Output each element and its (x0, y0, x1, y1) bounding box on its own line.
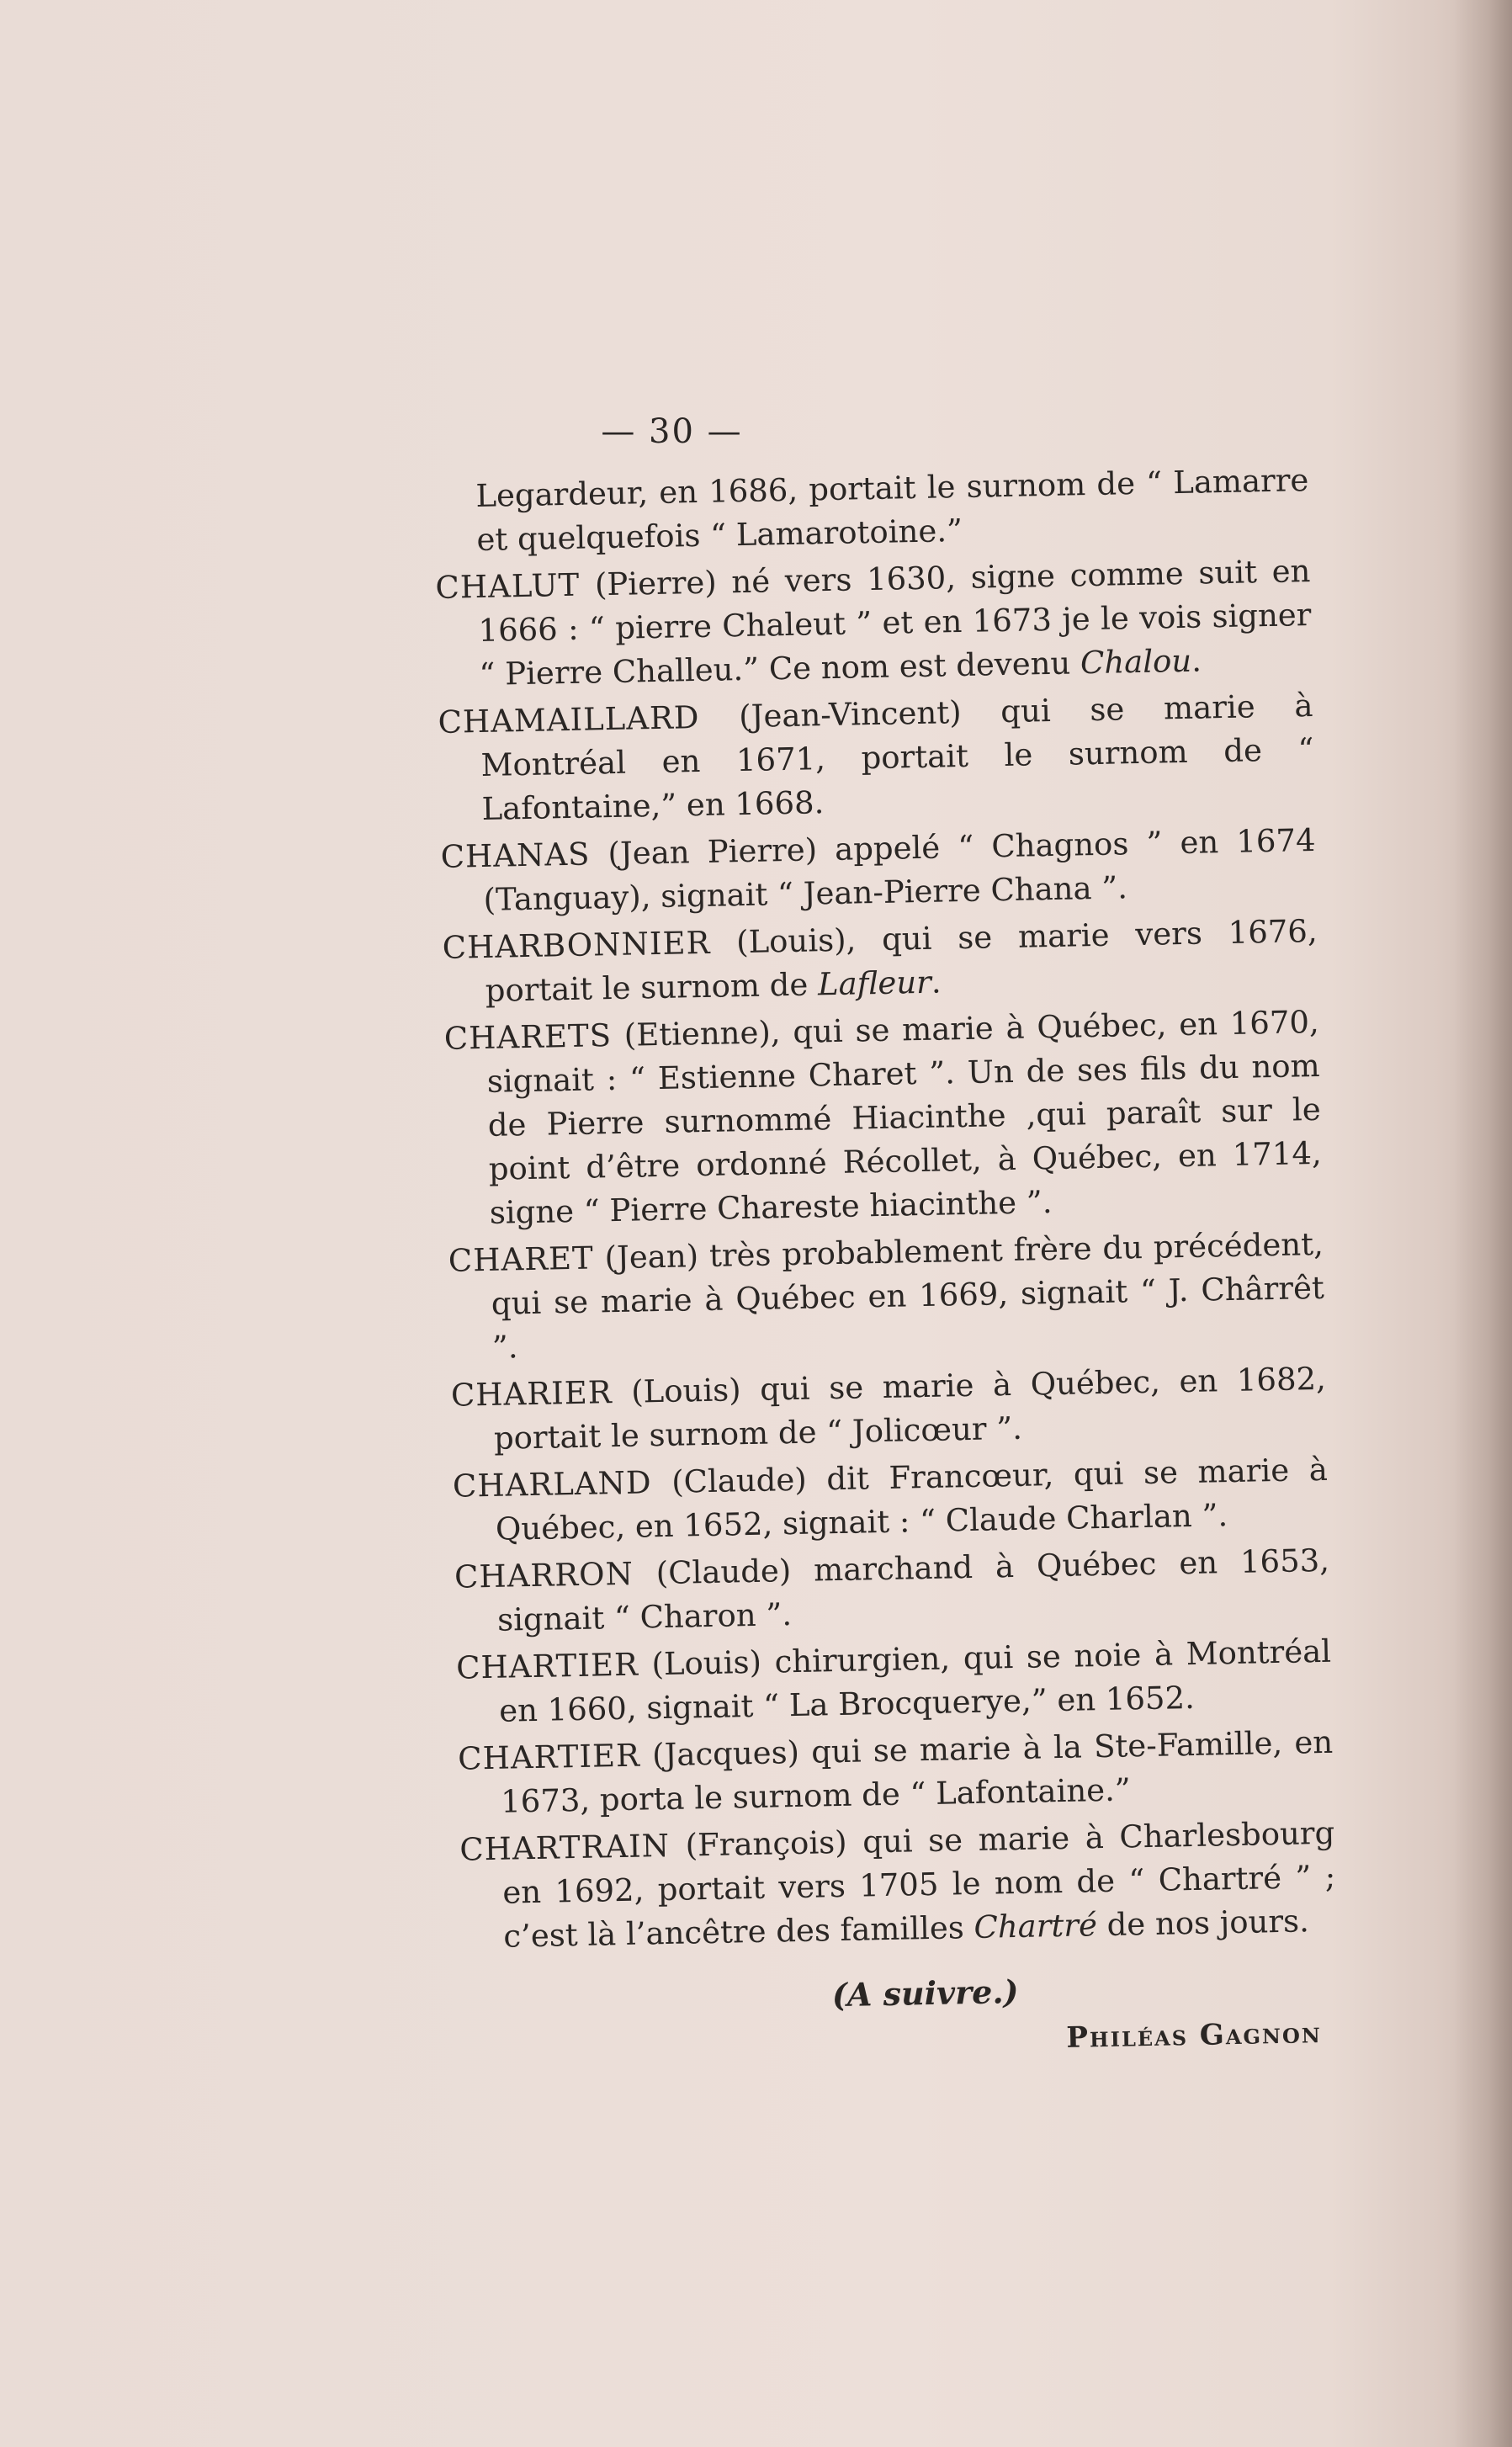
entry-surname: CHARBONNIER (442, 924, 711, 966)
entry-list (435, 549, 1337, 1960)
page-number: — 30 — (601, 412, 743, 451)
entry-paragraph (451, 1357, 1328, 1462)
entry-text-end: . (931, 963, 942, 1001)
entry-paragraph (443, 1001, 1323, 1236)
entry-surname: CHANAS (440, 836, 591, 875)
entry-surname: CHARTIER (457, 1737, 641, 1777)
entry-text: (Pierre) né vers 1630, signe comme suit en 1666 : “ pierre Chaleut ” et en 1673 je le vois signer “ Pierre Challeu.” Ce nom est devenu (478, 553, 1312, 693)
entry-surname: CHARETS (443, 1017, 613, 1057)
page-edge-shadow (1453, 0, 1512, 2447)
entry-italic-name: Chartré (974, 1907, 1098, 1945)
entry-italic-name: Lafleur (817, 963, 932, 1003)
entry-surname: CHARLAND (452, 1464, 652, 1505)
entry-text: (Jacques) qui se marie à la Ste-Famille, en 1673, porta le surnom de “ Lafontaine.” (500, 1723, 1334, 1820)
entry-paragraph (453, 1448, 1329, 1553)
entry-paragraph (438, 684, 1315, 832)
intro-paragraph: Legardeur, en 1686, portait le surnom de “ Lamarre et quelquefois “ Lamarotoine.” (475, 462, 1309, 559)
entry-paragraph (454, 1539, 1331, 1643)
entry-paragraph (435, 549, 1313, 698)
entry-text: (Etienne), qui se marie à Québec, en 1670, signait : “ Estienne Charet ”. Un de ses fils du nom de Pierre surnommé Hiacinthe ,qui paraît sur le point d’être ordonné Récollet, à Québec, en 1714, signe “ Pierre Chareste hiacinthe ”. (486, 1003, 1323, 1231)
entry-paragraph (459, 1812, 1337, 1960)
entry-text: (Claude) dit Francœur, qui se marie à Québec, en 1652, signait : “ Claude Charlan ”. (495, 1451, 1329, 1547)
entry-paragraph (442, 910, 1318, 1014)
entry-surname: CHARRON (454, 1555, 634, 1595)
entry-surname: CHARTIER (455, 1646, 639, 1686)
entry-paragraph (458, 1721, 1334, 1825)
author-signature: Philéas Gagnon (1066, 2016, 1323, 2055)
entry-surname: CHARIER (450, 1374, 613, 1414)
entry-text: (Jean Pierre) appelé “ Chagnos ” en 1674 (Tanguay), signait “ Jean-Pierre Chana ”. (483, 821, 1316, 918)
entry-paragraph (440, 819, 1317, 923)
entry-paragraph (448, 1223, 1325, 1371)
entry-text: (Jean) très probablement frère du précédent, qui se marie à Québec en 1669, signait “ J. Chârrêt ”. (491, 1225, 1325, 1366)
entry-text: (Louis) chirurgien, qui se noie à Montréal en 1660, signait “ La Brocquerye,” en 1652. (498, 1632, 1332, 1729)
entry-text: (Claude) marchand à Québec en 1653, signait “ Charon ”. (496, 1542, 1330, 1638)
entry-paragraph (456, 1630, 1333, 1734)
entry-text: (François) qui se marie à Charlesbourg en 1692, portait vers 1705 le nom de “ Chartré ” ; c’est là l’ancêtre des familles (501, 1814, 1336, 1955)
to-be-continued: (A suivre.) (831, 1972, 1019, 2014)
entry-text: (Louis), qui se marie vers 1676, portait le surnom de (485, 912, 1318, 1009)
entry-text-end: de nos jours. (1096, 1903, 1310, 1944)
entry-surname: CHARET (448, 1239, 595, 1279)
entry-text-end: . (1191, 642, 1202, 679)
entry-surname: CHAMAILLARD (438, 698, 700, 740)
entry-surname: CHARTRAIN (459, 1827, 671, 1868)
article-body (433, 459, 1339, 2067)
entry-text: (Louis) qui se marie à Québec, en 1682, portait le surnom de “ Jolicœur ”. (493, 1360, 1327, 1457)
entry-italic-name: Chalou (1080, 642, 1192, 682)
entry-surname: CHALUT (435, 566, 581, 606)
entry-text: (Jean-Vincent) qui se marie à Montréal en 1671, portait le surnom de “ Lafontaine,” en 1668. (480, 687, 1314, 827)
